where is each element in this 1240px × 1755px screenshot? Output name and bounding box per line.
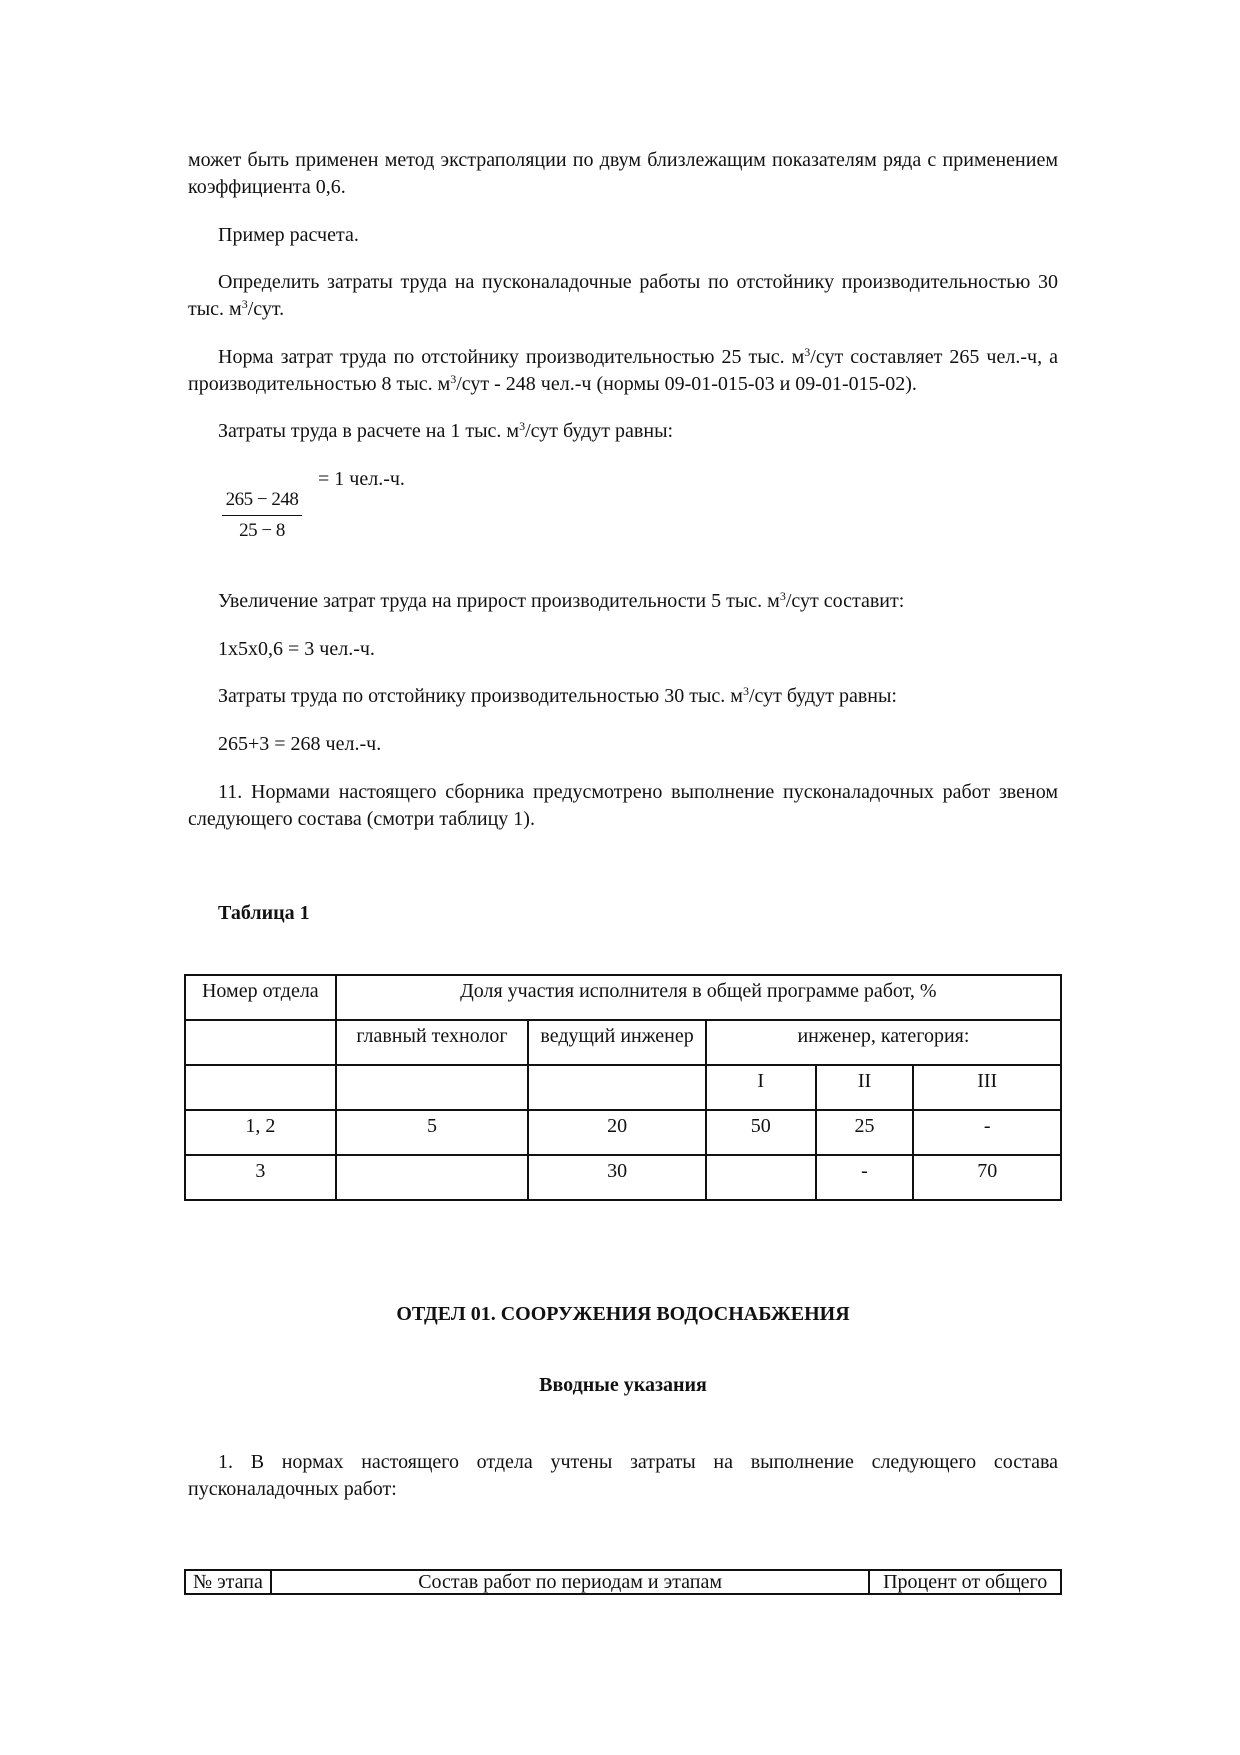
table-crew-share — [184, 974, 1062, 1201]
table-cell: 5 — [336, 1110, 529, 1155]
table-cell — [336, 1155, 529, 1200]
paragraph-per-unit: Затраты труда в расчете на 1 тыс. $м^3$/сут будут равны: — [218, 419, 674, 442]
formula-numerator: 265 − 248 — [225, 489, 299, 510]
table-cell — [706, 1155, 816, 1200]
paragraph-increase: Увеличение затрат труда на прирост производительности 5 тыс. $м^3$/сут составит: — [218, 589, 905, 612]
header-category-1: I — [706, 1065, 816, 1110]
section-title: ОТДЕЛ 01. СООРУЖЕНИЯ ВОДОСНАБЖЕНИЯ — [396, 1303, 850, 1325]
formula-denominator: 25 − 8 — [239, 520, 285, 541]
header-share: Доля участия исполнителя в общей программе работ, % — [336, 975, 1061, 1020]
paragraph-crew-composition: 11. Нормами настоящего сборника предусмотрено выполнение пусконаладочных работ звеном следующего состава (смотри таблицу 1). — [188, 781, 1058, 830]
header-chief-technologist: главный технолог — [336, 1020, 529, 1065]
fraction-bar — [222, 515, 302, 516]
table-cell: 50 — [706, 1110, 816, 1155]
table-cell: 3 — [185, 1155, 336, 1200]
table1-caption: Таблица 1 — [218, 902, 310, 924]
table-work-stages — [184, 1569, 1062, 1595]
table-header-row — [185, 1570, 1061, 1594]
paragraph-norms: Норма затрат труда по отстойнику производительностью 25 тыс. $м^3$/сут составляет 265 чел.-ч, а производительностью 8 тыс. $м^3$/сут - 248 чел.-ч (нормы 09-01-015-03 и 09-01-015-02). — [188, 345, 1058, 395]
header-category-3: III — [913, 1065, 1061, 1110]
paragraph-extrapolation: может быть применен метод экстраполяции по двум близлежащим показателям ряда с применением коэффициента 0,6. — [188, 149, 1058, 198]
paragraph-calc-increase: 1х5х0,6 = 3 чел.-ч. — [218, 638, 375, 660]
table-subheader-row — [185, 1020, 1061, 1065]
table-category-row — [185, 1065, 1061, 1110]
header-dept-number: Номер отдела — [185, 975, 336, 1020]
subsection-title: Вводные указания — [539, 1374, 707, 1396]
table-cell: 70 — [913, 1155, 1061, 1200]
table-row — [185, 1155, 1061, 1200]
paragraph-total-labor: Затраты труда по отстойнику производительностью 30 тыс. $м^3$/сут будут равны: — [218, 684, 897, 707]
header-lead-engineer: ведущий инженер — [528, 1020, 706, 1065]
formula-result: = 1 чел.-ч. — [318, 468, 405, 490]
header-percent: Процент от общего — [869, 1570, 1061, 1594]
table-cell: - — [913, 1110, 1061, 1155]
paragraph-example-heading: Пример расчета. — [218, 224, 359, 246]
header-engineer-category: инженер, категория: — [706, 1020, 1061, 1065]
header-work-scope: Состав работ по периодам и этапам — [271, 1570, 869, 1594]
table-cell: 30 — [528, 1155, 706, 1200]
table-cell: - — [816, 1155, 914, 1200]
header-category-2: II — [816, 1065, 914, 1110]
paragraph-calc-total: 265+3 = 268 чел.-ч. — [218, 733, 382, 755]
paragraph-task: Определить затраты труда на пусконаладочные работы по отстойнику производительностью 30 тыс. $м^3$/сут. — [188, 271, 1058, 320]
table-cell: 1, 2 — [185, 1110, 336, 1155]
table-row — [185, 1110, 1061, 1155]
table-header-row — [185, 975, 1061, 1020]
table-cell: 20 — [528, 1110, 706, 1155]
paragraph-section-scope: 1. В нормах настоящего отдела учтены затраты на выполнение следующего состава пусконаладочных работ: — [188, 1451, 1058, 1500]
table-cell: 25 — [816, 1110, 914, 1155]
formula-fraction — [218, 488, 306, 543]
header-stage-number: № этапа — [185, 1570, 271, 1594]
